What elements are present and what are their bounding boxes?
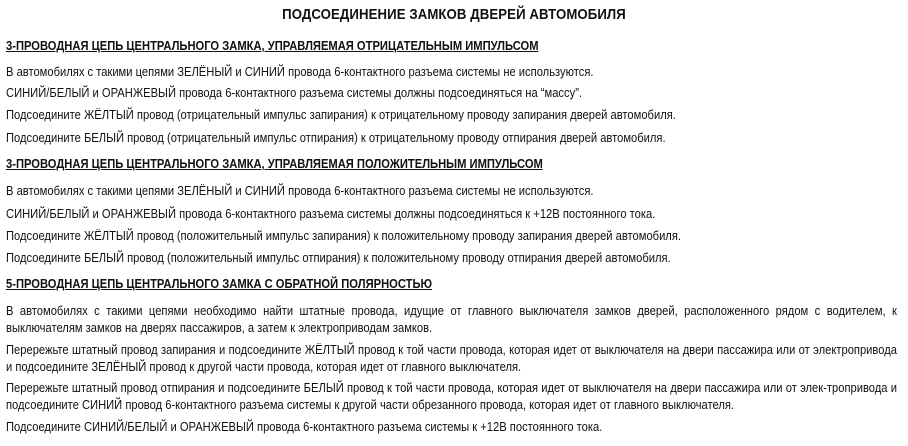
document-title: ПОДСОЕДИНЕНИЕ ЗАМКОВ ДВЕРЕЙ АВТОМОБИЛЯ xyxy=(282,6,626,23)
section-heading-positive-pulse: 3-ПРОВОДНАЯ ЦЕПЬ ЦЕНТРАЛЬНОГО ЗАМКА, УПРАВЛЯЕМАЯ ПОЛОЖИТЕЛЬНЫМ ИМПУЛЬСОМ xyxy=(6,156,543,171)
paragraph: В автомобилях с такими цепями ЗЕЛЁНЫЙ и СИНИЙ провода 6-контактного разъема системы не используются. xyxy=(6,183,594,198)
paragraph: СИНИЙ/БЕЛЫЙ и ОРАНЖЕВЫЙ провода 6-контактного разъема системы должны подсоединяться к +12В постоянного тока. xyxy=(6,206,656,221)
paragraph: В автомобилях с такими цепями необходимо найти штатные провода, идущие от главного выключателя замков дверей, расположенного рядом с водителем, к выключателям замков на дверях пассажиров, а затем к электроприводам замков. xyxy=(6,303,897,335)
section-heading-reverse-polarity: 5-ПРОВОДНАЯ ЦЕПЬ ЦЕНТРАЛЬНОГО ЗАМКА С ОБРАТНОЙ ПОЛЯРНОСТЬЮ xyxy=(6,276,433,291)
paragraph: Перережьте штатный провод запирания и подсоедините ЖЁЛТЫЙ провод к той части провода, которая идет от выключателя на двери пассажира или от электропривода и подсоедините ЗЕЛЁНЫЙ провод к другой части провода, которая идет от главного выключателя. xyxy=(6,342,897,374)
paragraph: Подсоедините ЖЁЛТЫЙ провод (отрицательный импульс запирания) к отрицательному проводу запирания дверей автомобиля. xyxy=(6,107,676,122)
paragraph: Подсоедините БЕЛЫЙ провод (положительный импульс отпирания) к положительному проводу отпирания дверей автомобиля. xyxy=(6,250,671,265)
paragraph: Подсоедините БЕЛЫЙ провод (отрицательный импульс отпирания) к отрицательному проводу отпирания дверей автомобиля. xyxy=(6,130,666,145)
paragraph: Подсоедините ЖЁЛТЫЙ провод (положительный импульс запирания) к положительному проводу запирания дверей автомобиля. xyxy=(6,228,681,243)
paragraph: Перережьте штатный провод отпирания и подсоедините БЕЛЫЙ провод к той части провода, которая идет от выключателя на двери пассажира или от элек-тропривода и подсоедините СИНИЙ провод 6-контактного разъема системы к другой части обрезанного провода, которая идет от главного выключателя. xyxy=(6,380,897,412)
paragraph: Подсоедините СИНИЙ/БЕЛЫЙ и ОРАНЖЕВЫЙ провода 6-контактного разъема системы к +12В постоянного тока. xyxy=(6,419,603,434)
section-heading-negative-pulse: 3-ПРОВОДНАЯ ЦЕПЬ ЦЕНТРАЛЬНОГО ЗАМКА, УПРАВЛЯЕМАЯ ОТРИЦАТЕЛЬНЫМ ИМПУЛЬСОМ xyxy=(6,38,539,53)
paragraph: СИНИЙ/БЕЛЫЙ и ОРАНЖЕВЫЙ провода 6-контактного разъема системы должны подсоединяться на “массу”. xyxy=(6,85,583,100)
paragraph: В автомобилях с такими цепями ЗЕЛЁНЫЙ и СИНИЙ провода 6-контактного разъема системы не используются. xyxy=(6,64,594,79)
